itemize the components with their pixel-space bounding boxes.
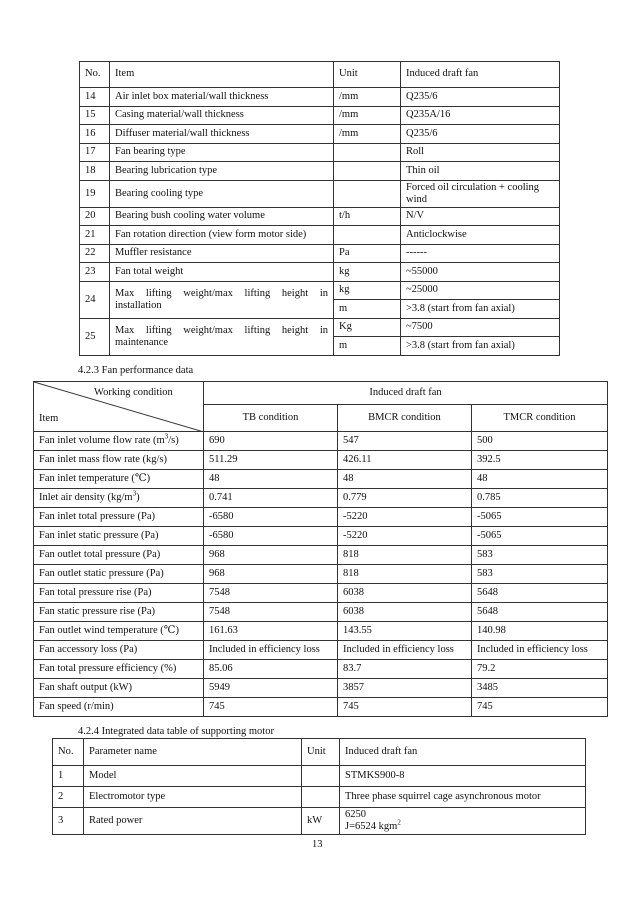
row-label-text: Fan inlet mass flow rate (kg/s)	[39, 453, 168, 465]
table-row	[80, 88, 560, 107]
row-label	[34, 565, 204, 584]
row-unit: Pa	[334, 244, 401, 263]
table-header-row	[53, 739, 586, 766]
row-label	[34, 451, 204, 470]
header-parameter-name: Parameter name	[84, 739, 302, 766]
row-item-line2: installation	[115, 299, 162, 311]
value-tmcr: Included in efficiency loss	[472, 641, 608, 660]
row-name: Rated power	[84, 808, 302, 835]
row-no: 16	[80, 125, 110, 144]
value-tb: 968	[204, 546, 338, 565]
value-tmcr: -5065	[472, 527, 608, 546]
table-row	[53, 808, 586, 835]
row-value: STMKS900-8	[340, 766, 586, 787]
col-tb: TB condition	[204, 405, 338, 432]
row-value: Roll	[401, 143, 560, 162]
row-unit: kW	[302, 808, 340, 835]
table-row	[34, 489, 608, 508]
value-tb: 161.63	[204, 622, 338, 641]
table-row	[34, 622, 608, 641]
inertia-value: J=6524 kgm	[345, 821, 398, 833]
header-unit: Unit	[302, 739, 340, 766]
table-row	[34, 470, 608, 489]
table-row	[34, 527, 608, 546]
row-no: 20	[80, 207, 110, 226]
table-row	[80, 281, 560, 300]
value-bmcr: 48	[338, 470, 472, 489]
value-bmcr: 426.11	[338, 451, 472, 470]
table-row	[34, 641, 608, 660]
row-label-text: Fan inlet total pressure (Pa)	[39, 510, 156, 522]
value-bmcr: -5220	[338, 508, 472, 527]
value-tb: 7548	[204, 584, 338, 603]
row-value: ------	[401, 244, 560, 263]
row-unit	[302, 766, 340, 787]
table-row	[34, 451, 608, 470]
row-item: Fan bearing type	[110, 143, 334, 162]
row-label	[34, 622, 204, 641]
row-label-text: Inlet air density (kg/m	[39, 491, 133, 503]
value-tmcr: 5648	[472, 584, 608, 603]
row-item	[110, 281, 334, 318]
row-unit	[302, 787, 340, 808]
table-row	[34, 603, 608, 622]
row-label	[34, 527, 204, 546]
value-bmcr: 745	[338, 698, 472, 717]
value-tb: 7548	[204, 603, 338, 622]
row-label-text: Fan outlet static pressure (Pa)	[39, 567, 164, 579]
row-item: Air inlet box material/wall thickness	[110, 88, 334, 107]
row-label	[34, 546, 204, 565]
row-unit	[334, 180, 401, 207]
value-bmcr: 818	[338, 546, 472, 565]
row-no: 21	[80, 226, 110, 245]
row-label	[34, 660, 204, 679]
value-tmcr: 583	[472, 546, 608, 565]
value-bmcr: 143.55	[338, 622, 472, 641]
value-tmcr: 79.2	[472, 660, 608, 679]
table-bearing-specs	[79, 61, 560, 356]
value-tb: 511.29	[204, 451, 338, 470]
value-tmcr: 583	[472, 565, 608, 584]
value-bmcr: 6038	[338, 603, 472, 622]
row-value: Q235A/16	[401, 106, 560, 125]
value-tmcr: 500	[472, 432, 608, 451]
row-no: 17	[80, 143, 110, 162]
row-unit: kg	[334, 263, 401, 282]
value-tmcr: 140.98	[472, 622, 608, 641]
row-item-line1: Max lifting weight/max lifting height in	[115, 287, 328, 299]
row-value: Forced oil circulation + cooling wind	[401, 180, 560, 207]
row-label-text: Fan outlet wind temperature (℃)	[39, 624, 180, 636]
value-bmcr: 3857	[338, 679, 472, 698]
row-no: 24	[80, 281, 110, 318]
inertia-superscript: 2	[397, 818, 401, 827]
table-row	[34, 508, 608, 527]
rated-power-value: 6250	[345, 809, 366, 820]
table-header-row	[34, 382, 608, 405]
table-row	[80, 143, 560, 162]
value-tmcr: -5065	[472, 508, 608, 527]
table-header-row	[80, 62, 560, 88]
diagonal-header-cell	[34, 382, 204, 432]
row-label	[34, 584, 204, 603]
working-condition-label: Working condition	[94, 387, 173, 398]
header-fan: Induced draft fan	[340, 739, 586, 766]
section-heading-424: 4.2.4 Integrated data table of supporting motor	[78, 726, 274, 737]
row-label	[34, 470, 204, 489]
col-bmcr: BMCR condition	[338, 405, 472, 432]
row-unit: /mm	[334, 125, 401, 144]
value-tmcr: 745	[472, 698, 608, 717]
value-tmcr: 392.5	[472, 451, 608, 470]
table-row	[34, 546, 608, 565]
header-no: No.	[80, 62, 110, 88]
row-unit: /mm	[334, 88, 401, 107]
row-unit: /mm	[334, 106, 401, 125]
value-tb: 690	[204, 432, 338, 451]
row-label	[34, 489, 204, 508]
header-no: No.	[53, 739, 84, 766]
table-row	[80, 207, 560, 226]
table-motor-data	[52, 738, 586, 835]
table-row	[34, 698, 608, 717]
value-tb: 85.06	[204, 660, 338, 679]
value-tb: -6580	[204, 508, 338, 527]
value-tmcr: 3485	[472, 679, 608, 698]
row-label	[34, 603, 204, 622]
row-label-text: Fan speed (r/min)	[39, 700, 114, 712]
row-unit: t/h	[334, 207, 401, 226]
row-item	[110, 318, 334, 355]
row-value: >3.8 (start from fan axial)	[401, 300, 560, 319]
table-row	[80, 106, 560, 125]
row-label-text: Fan total pressure rise (Pa)	[39, 586, 152, 598]
table-row	[34, 660, 608, 679]
row-label-superscript: 3	[132, 489, 137, 498]
row-label-text: Fan inlet temperature (℃)	[39, 472, 151, 484]
row-no: 23	[80, 263, 110, 282]
value-bmcr: 818	[338, 565, 472, 584]
row-label-text: Fan static pressure rise (Pa)	[39, 605, 156, 617]
row-item: Casing material/wall thickness	[110, 106, 334, 125]
row-item-line2: maintenance	[115, 336, 169, 348]
row-unit: m	[334, 337, 401, 356]
row-item: Bearing cooling type	[110, 180, 334, 207]
table-row	[80, 125, 560, 144]
row-no: 25	[80, 318, 110, 355]
table-row	[34, 565, 608, 584]
value-bmcr: 83.7	[338, 660, 472, 679]
row-value: Anticlockwise	[401, 226, 560, 245]
row-no: 14	[80, 88, 110, 107]
row-unit: Kg	[334, 318, 401, 337]
row-label	[34, 432, 204, 451]
row-item: Fan rotation direction (view form motor side)	[110, 226, 334, 245]
value-tb: 0.741	[204, 489, 338, 508]
row-label	[34, 641, 204, 660]
row-item: Fan total weight	[110, 263, 334, 282]
table-fan-performance	[33, 381, 608, 717]
row-item: Diffuser material/wall thickness	[110, 125, 334, 144]
table-row	[80, 318, 560, 337]
table-row	[34, 679, 608, 698]
value-bmcr: 547	[338, 432, 472, 451]
header-item: Item	[110, 62, 334, 88]
row-value: Three phase squirrel cage asynchronous motor	[340, 787, 586, 808]
row-label	[34, 698, 204, 717]
row-no: 2	[53, 787, 84, 808]
section-heading-423: 4.2.3 Fan performance data	[78, 365, 194, 376]
row-item: Muffler resistance	[110, 244, 334, 263]
row-value: >3.8 (start from fan axial)	[401, 337, 560, 356]
table-row	[53, 787, 586, 808]
row-label	[34, 679, 204, 698]
value-bmcr: 0.779	[338, 489, 472, 508]
value-bmcr: -5220	[338, 527, 472, 546]
row-value: N/V	[401, 207, 560, 226]
row-label-text: Fan shaft output (kW)	[39, 681, 133, 693]
row-item-line1: Max lifting weight/max lifting height in	[115, 324, 328, 336]
value-bmcr: Included in efficiency loss	[338, 641, 472, 660]
row-item: Bearing lubrication type	[110, 162, 334, 181]
value-tmcr: 5648	[472, 603, 608, 622]
table-row	[80, 180, 560, 207]
row-unit	[334, 143, 401, 162]
row-label-end: )	[136, 491, 140, 503]
row-no: 3	[53, 808, 84, 835]
row-unit: m	[334, 300, 401, 319]
row-no: 1	[53, 766, 84, 787]
row-value: Q235/6	[401, 88, 560, 107]
row-value: Thin oil	[401, 162, 560, 181]
value-tb: 48	[204, 470, 338, 489]
table-row	[34, 432, 608, 451]
row-value: Q235/6	[401, 125, 560, 144]
row-label-text: Fan total pressure efficiency (%)	[39, 662, 177, 674]
value-tmcr: 48	[472, 470, 608, 489]
header-unit: Unit	[334, 62, 401, 88]
row-unit: kg	[334, 281, 401, 300]
row-label-text: Fan outlet total pressure (Pa)	[39, 548, 161, 560]
row-label-text: Fan inlet volume flow rate (m	[39, 434, 165, 446]
row-label-text: Fan accessory loss (Pa)	[39, 643, 138, 655]
col-tmcr: TMCR condition	[472, 405, 608, 432]
row-name: Model	[84, 766, 302, 787]
row-label-superscript: 3	[164, 432, 169, 441]
table-row	[34, 584, 608, 603]
item-label: Item	[39, 413, 59, 424]
value-bmcr: 6038	[338, 584, 472, 603]
value-tb: -6580	[204, 527, 338, 546]
table-row	[80, 162, 560, 181]
row-value: ~7500	[401, 318, 560, 337]
header-fan: Induced draft fan	[401, 62, 560, 88]
row-unit	[334, 226, 401, 245]
table-row	[53, 766, 586, 787]
row-value	[340, 808, 586, 835]
row-label	[34, 508, 204, 527]
table-row	[80, 263, 560, 282]
induced-draft-fan-group: Induced draft fan	[204, 382, 608, 405]
page-number: 13	[312, 839, 323, 850]
value-tb: 5949	[204, 679, 338, 698]
row-name: Electromotor type	[84, 787, 302, 808]
row-unit	[334, 162, 401, 181]
value-tb: Included in efficiency loss	[204, 641, 338, 660]
table-row	[80, 244, 560, 263]
row-value: ~55000	[401, 263, 560, 282]
row-label-end: /s)	[168, 434, 179, 446]
value-tb: 745	[204, 698, 338, 717]
row-item: Bearing bush cooling water volume	[110, 207, 334, 226]
row-no: 15	[80, 106, 110, 125]
row-label-text: Fan inlet static pressure (Pa)	[39, 529, 159, 541]
row-no: 18	[80, 162, 110, 181]
inertia-line	[345, 818, 580, 833]
value-tb: 968	[204, 565, 338, 584]
table-row	[80, 226, 560, 245]
row-no: 22	[80, 244, 110, 263]
row-no: 19	[80, 180, 110, 207]
value-tmcr: 0.785	[472, 489, 608, 508]
row-value: ~25000	[401, 281, 560, 300]
